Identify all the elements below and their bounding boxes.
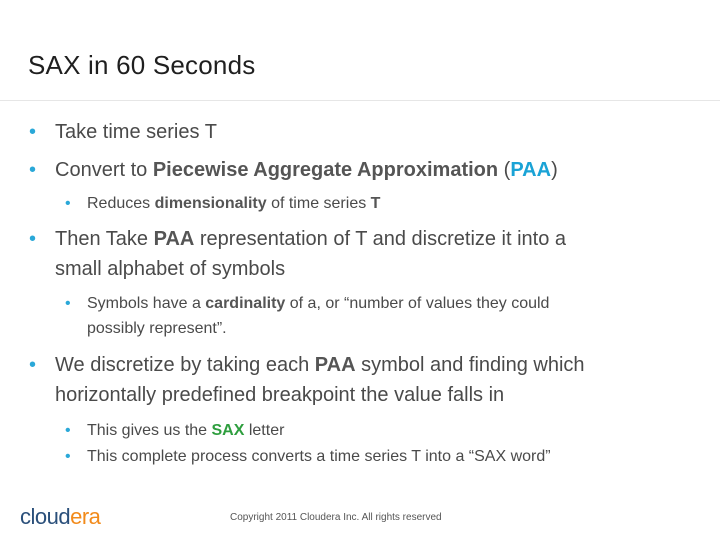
bullet-2-pre: Convert to [55,159,153,181]
bullet-3-pre: Then Take [55,228,154,250]
bullet-4-sub2-text: This complete process converts a time series T into a “SAX word” [87,448,551,465]
bullet-2-mid: ( [498,159,511,181]
bullet-dot: • [29,228,37,250]
bullet-4-pre: We discretize by taking each [55,354,315,376]
logo-text-cloud: cloud [20,504,71,529]
paa-highlight: PAA [510,159,552,181]
logo-text-era: era [70,504,101,529]
sax-highlight: SAX [211,422,245,439]
sub-bullet-dot: • [65,195,71,212]
bullet-4-sub1-pre: This gives us the [87,422,212,439]
bullet-2-post: ) [551,159,558,181]
bullet-3-sub-line1: of a, or “number of values they could [285,295,550,312]
bullet-3-line2: small alphabet of symbols [55,258,286,280]
bullet-2-sub-bold2: T [370,195,381,212]
bullet-3-line1: representation of T and discretize it into a [194,228,567,250]
bullet-4 [29,350,585,410]
bullet-3 [29,224,567,284]
copyright-footer: Copyright 2011 Cloudera Inc. All rights reserved [230,512,442,523]
bullet-3-sub [65,291,550,341]
bullet-3-bold: PAA [153,228,195,250]
bullet-dot: • [29,159,37,181]
bullet-1 [29,117,217,147]
cloudera-logo [20,504,100,530]
bullet-3-sub-pre: Symbols have a [87,295,206,312]
bullet-4-line1: symbol and finding which [355,354,585,376]
bullet-3-sub-bold: cardinality [205,295,286,312]
bullet-4-sub1-post: letter [244,422,285,439]
bullet-4-sub-1 [65,418,285,443]
title-divider [0,100,720,101]
bullet-dot: • [29,121,37,143]
bullet-2-sub [65,191,381,216]
bullet-2-sub-mid: of time series [266,195,371,212]
bullet-4-bold: PAA [314,354,356,376]
bullet-4-line2: horizontally predefined breakpoint the value falls in [55,384,505,406]
bullet-2-sub-pre: Reduces [87,195,155,212]
bullet-2-sub-bold: dimensionality [154,195,267,212]
sub-bullet-dot: • [65,422,71,439]
bullet-3-sub-line2: possibly represent”. [87,320,227,337]
slide-title: SAX in 60 Seconds [28,50,256,80]
bullet-1-text: Take time series T [55,121,217,143]
sub-bullet-dot: • [65,448,71,465]
bullet-2-bold: Piecewise Aggregate Approximation [152,159,499,181]
bullet-2 [29,155,558,185]
bullet-4-sub-2 [65,444,551,469]
sub-bullet-dot: • [65,295,71,312]
bullet-dot: • [29,354,37,376]
